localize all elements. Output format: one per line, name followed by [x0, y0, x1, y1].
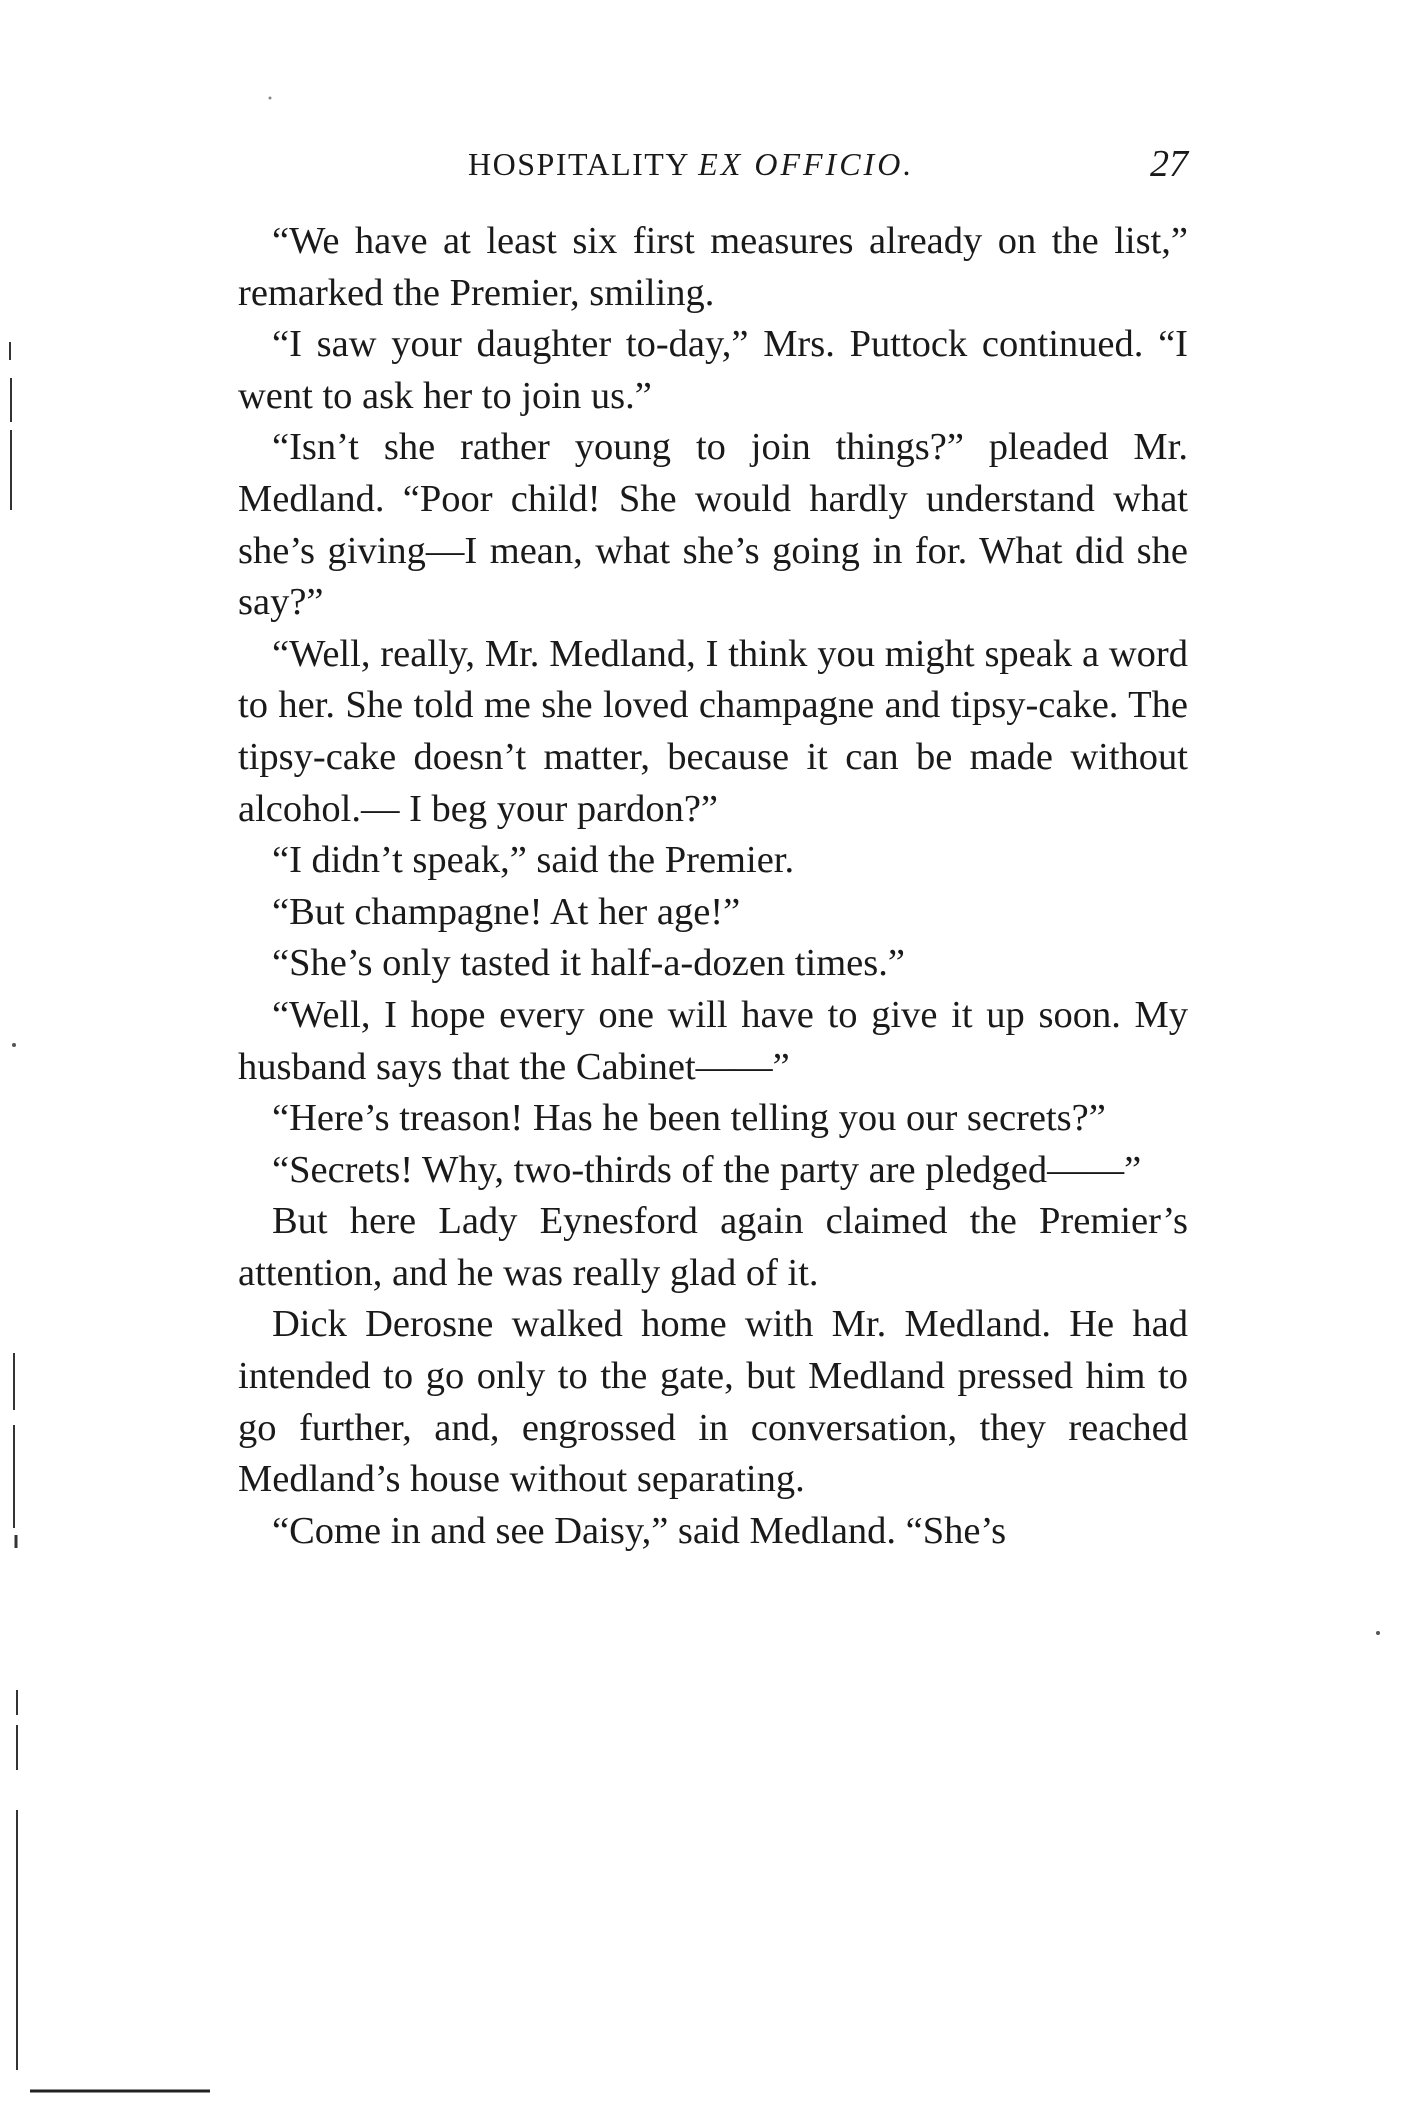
paragraph: “I saw your daughter to-day,” Mrs. Puttock continued. “I went to ask her to join us.” [238, 323, 1188, 417]
paragraph: “Well, really, Mr. Medland, I think you might speak a word to her. She told me she loved champagne and tipsy-cake. The tipsy-cake doesn’t matter, because it can be made without alcohol.— I beg your pardon?” [238, 632, 1188, 830]
scan-speck [1376, 1631, 1380, 1635]
paragraph: “Secrets! Why, two-thirds of the party are pledged——” [272, 1148, 1142, 1191]
running-head [468, 146, 914, 183]
paragraph: “Isn’t she rather young to join things?” pleaded Mr. Medland. “Poor child! She would hardly understand what she’s giving—I mean, what she’s going in for. What did she say?” [238, 426, 1188, 624]
paragraph: Dick Derosne walked home with Mr. Medland. He had intended to go only to the gate, but Medland pressed him to go further, and, engrossed in conversation, they reached Medland’s house without separating. [238, 1303, 1188, 1501]
paragraph: But here Lady Eynesford again claimed the Premier’s attention, and he was really glad of it. [238, 1200, 1188, 1294]
page-number: 27 [1150, 143, 1188, 185]
running-title: HOSPITALITY [468, 146, 689, 182]
scan-speck [269, 97, 272, 100]
paragraph: “Come in and see Daisy,” said Medland. “She’s [272, 1509, 1007, 1552]
page-header [238, 143, 1188, 196]
paragraph: “But champagne! At her age!” [272, 890, 741, 933]
running-title-italic: EX OFFICIO. [698, 146, 915, 182]
paragraph: “Here’s treason! Has he been telling you our secrets?” [272, 1097, 1106, 1140]
paragraph: “Well, I hope every one will have to give it up soon. My husband says that the Cabinet——” [238, 993, 1188, 1088]
paragraph: “She’s only tasted it half-a-dozen times.” [272, 942, 905, 985]
paragraph: “We have at least six first measures already on the list,” remarked the Premier, smiling. [238, 220, 1188, 314]
scan-speck [12, 1043, 16, 1047]
body-text [238, 216, 1188, 1557]
paragraph: “I didn’t speak,” said the Premier. [272, 839, 795, 882]
